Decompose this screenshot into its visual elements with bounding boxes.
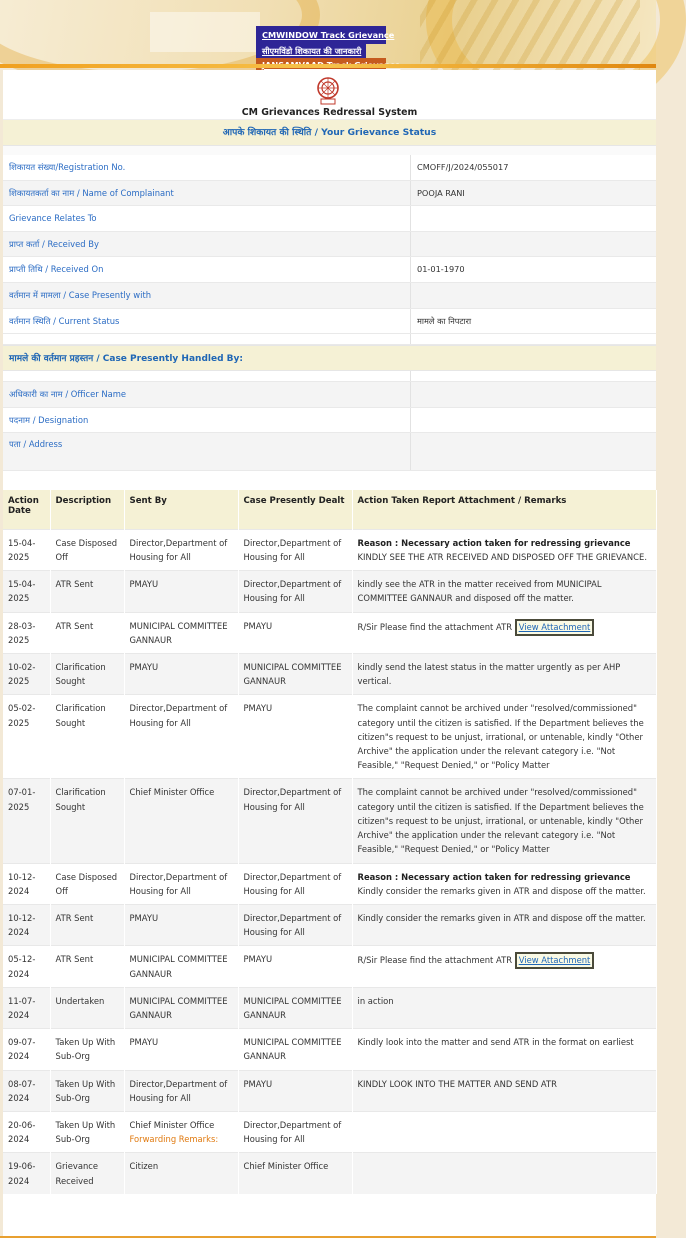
cell-description: Taken Up With Sub-Org	[50, 1029, 124, 1070]
table-body	[3, 529, 656, 1193]
table-row	[3, 987, 656, 1028]
column-header: Action Taken Report Attachment / Remarks	[352, 490, 656, 529]
sent-by-text: Director,Department of Housing for All	[129, 1078, 228, 1103]
sent-by-text: Director,Department of Housing for All	[129, 537, 228, 563]
table-row	[3, 1111, 656, 1152]
column-header: Case Presently Dealt	[238, 490, 352, 529]
cell-case-dealt: Chief Minister Office	[238, 1153, 352, 1194]
sent-by-text: Director,Department of Housing for All	[129, 871, 228, 896]
cell-description: ATR Sent	[50, 904, 124, 945]
detail-value	[411, 206, 656, 231]
state-emblem-icon	[315, 74, 341, 106]
detail-row	[3, 283, 656, 309]
cell-case-dealt: Director,Department of Housing for All	[238, 863, 352, 904]
cell-description: Taken Up With Sub-Org	[50, 1070, 124, 1111]
column-header: Action Date	[3, 490, 50, 529]
cell-action-date: 10-12-2024	[3, 904, 50, 945]
remark-text: in action	[357, 995, 394, 1006]
remark-text: kindly send the latest status in the matter urgently as per AHP vertical.	[357, 662, 621, 687]
cell-sent-by	[124, 904, 238, 945]
sent-by-text: MUNICIPAL COMMITTEE GANNAUR	[129, 995, 228, 1020]
cell-case-dealt: PMAYU	[238, 946, 352, 987]
detail-row	[3, 257, 656, 283]
action-history-table	[3, 490, 657, 1193]
cell-sent-by	[124, 779, 238, 863]
cell-remarks	[352, 1070, 656, 1111]
table-row	[3, 1153, 656, 1194]
detail-label: अधिकारी का नाम / Officer Name	[3, 382, 411, 407]
cell-sent-by	[124, 863, 238, 904]
cell-sent-by	[124, 529, 238, 570]
cell-case-dealt: PMAYU	[238, 612, 352, 653]
remark-text: KINDLY SEE THE ATR RECEIVED AND DISPOSED OFF THE GRIEVANCE.	[357, 552, 647, 563]
cell-action-date: 19-06-2024	[3, 1153, 50, 1194]
remark-text: Kindly look into the matter and send ATR in the format on earliest	[357, 1037, 634, 1048]
cell-description: Taken Up With Sub-Org	[50, 1111, 124, 1152]
section-heading: मामले की वर्तमान प्रहस्तन / Case Presently Handled By:	[3, 345, 656, 371]
remark-text: The complaint cannot be archived under "resolved/commissioned" category until the citizen is satisfied. If the Department believes the citizen"s request to be unjust, irrational, or untenable, kindly "Other Archive" the application under the relevant category i.e. "Not Feasible," "Request Denied," or "Policy Matter	[357, 703, 644, 771]
cell-action-date: 05-02-2025	[3, 695, 50, 779]
cell-description: ATR Sent	[50, 612, 124, 653]
cell-remarks	[352, 571, 656, 612]
cell-case-dealt: Director,Department of Housing for All	[238, 571, 352, 612]
cell-case-dealt: MUNICIPAL COMMITTEE GANNAUR	[238, 654, 352, 695]
detail-value	[411, 283, 656, 308]
ticker-link-cmwindow[interactable]: CMWINDOW Track Grievance	[256, 26, 386, 44]
cell-sent-by	[124, 695, 238, 779]
cell-action-date: 07-01-2025	[3, 779, 50, 863]
sent-by-text: PMAYU	[129, 662, 159, 673]
cell-description: ATR Sent	[50, 946, 124, 987]
sent-by-text: Director,Department of Housing for All	[129, 703, 228, 728]
sent-by-text: Chief Minister Office	[129, 1119, 215, 1130]
cell-description: Clarification Sought	[50, 779, 124, 863]
cell-remarks	[352, 1153, 656, 1194]
cell-description: ATR Sent	[50, 571, 124, 612]
cell-action-date: 10-12-2024	[3, 863, 50, 904]
remark-reason: Reason : Necessary action taken for redressing grievance	[357, 537, 631, 548]
detail-value: CMOFF/J/2024/055017	[411, 155, 656, 180]
detail-label: शिकायत संख्या/Registration No.	[3, 155, 411, 180]
cell-action-date: 08-07-2024	[3, 1070, 50, 1111]
detail-value	[411, 408, 656, 433]
table-row	[3, 904, 656, 945]
cell-case-dealt: MUNICIPAL COMMITTEE GANNAUR	[238, 1029, 352, 1070]
cell-remarks	[352, 904, 656, 945]
blank-row	[3, 371, 656, 382]
cell-description: Case Disposed Off	[50, 863, 124, 904]
detail-row	[3, 181, 656, 207]
detail-value: 01-01-1970	[411, 257, 656, 282]
detail-row	[3, 408, 656, 434]
cell-action-date: 15-04-2025	[3, 529, 50, 570]
blank-row	[3, 334, 656, 345]
cell-description: Grievance Received	[50, 1153, 124, 1194]
detail-row	[3, 382, 656, 408]
detail-label: प्राप्त कर्ता / Received By	[3, 232, 411, 257]
table-row	[3, 612, 656, 653]
system-title: CM Grievances Redressal System	[241, 107, 418, 118]
cell-case-dealt: PMAYU	[238, 695, 352, 779]
table-row	[3, 529, 656, 570]
cell-remarks	[352, 987, 656, 1028]
detail-label: Grievance Relates To	[3, 206, 411, 231]
spacer	[3, 146, 656, 155]
cell-description: Clarification Sought	[50, 654, 124, 695]
detail-label: शिकायतकर्ता का नाम / Name of Complainant	[3, 181, 411, 206]
detail-label: वर्तमान स्थिति / Current Status	[3, 309, 411, 334]
detail-value	[411, 382, 656, 407]
cell-remarks	[352, 654, 656, 695]
detail-row	[3, 433, 656, 471]
remark-text: kindly see the ATR in the matter received from MUNICIPAL COMMITTEE GANNAUR and disposed off the matter.	[357, 579, 602, 604]
cell-remarks	[352, 529, 656, 570]
detail-row	[3, 232, 656, 258]
table-row	[3, 779, 656, 863]
table-row	[3, 695, 656, 779]
sent-by-text: PMAYU	[129, 912, 159, 923]
cell-sent-by	[124, 1153, 238, 1194]
forwarding-remarks-label: Forwarding Remarks:	[129, 1134, 219, 1145]
table-row	[3, 571, 656, 612]
cell-case-dealt: PMAYU	[238, 1070, 352, 1111]
remark-text: Kindly consider the remarks given in ATR and dispose off the matter.	[357, 912, 646, 923]
cell-case-dealt: Director,Department of Housing for All	[238, 529, 352, 570]
cell-remarks	[352, 1111, 656, 1152]
page-header	[3, 70, 656, 120]
detail-label: पता / Address	[3, 433, 411, 470]
officer-details	[3, 382, 656, 471]
cell-case-dealt: Director,Department of Housing for All	[238, 904, 352, 945]
cell-action-date: 20-06-2024	[3, 1111, 50, 1152]
column-header: Description	[50, 490, 124, 529]
table-header-row	[3, 490, 656, 529]
table-row	[3, 863, 656, 904]
remark-text: R/Sir Please find the attachment ATR	[357, 621, 513, 632]
detail-value	[411, 433, 656, 470]
table-row	[3, 946, 656, 987]
cell-action-date: 15-04-2025	[3, 571, 50, 612]
view-attachment-link[interactable]: View Attachment	[515, 952, 595, 969]
remark-reason: Reason : Necessary action taken for redressing grievance	[357, 871, 631, 882]
cell-remarks	[352, 863, 656, 904]
cell-remarks	[352, 779, 656, 863]
remark-text: Kindly consider the remarks given in ATR and dispose off the matter.	[357, 885, 646, 896]
cell-description: Undertaken	[50, 987, 124, 1028]
cell-sent-by	[124, 946, 238, 987]
cell-sent-by	[124, 1070, 238, 1111]
cell-remarks	[352, 1029, 656, 1070]
detail-label: वर्तमान में मामला / Case Presently with	[3, 283, 411, 308]
detail-value: POOJA RANI	[411, 181, 656, 206]
remark-text: R/Sir Please find the attachment ATR	[357, 955, 513, 966]
ticker-link-cmwindow-hindi[interactable]: सीएमविंडो शिकायत की जानकारी	[256, 44, 366, 58]
detail-label: प्राप्ती तिथि / Received On	[3, 257, 411, 282]
cell-remarks	[352, 695, 656, 779]
banner-panel	[150, 12, 260, 52]
remark-text: KINDLY LOOK INTO THE MATTER AND SEND ATR	[357, 1078, 557, 1089]
top-banner	[0, 0, 656, 68]
table-row	[3, 1070, 656, 1111]
table-row	[3, 654, 656, 695]
banner-divider	[0, 64, 656, 68]
detail-row	[3, 206, 656, 232]
view-attachment-link[interactable]: View Attachment	[515, 619, 595, 636]
cell-action-date: 10-02-2025	[3, 654, 50, 695]
column-header: Sent By	[124, 490, 238, 529]
cell-sent-by	[124, 612, 238, 653]
sent-by-text: Citizen	[129, 1161, 159, 1172]
detail-label: पदनाम / Designation	[3, 408, 411, 433]
grievance-details	[3, 155, 656, 345]
spacer	[3, 471, 656, 490]
remark-text: The complaint cannot be archived under "resolved/commissioned" category until the citizen is satisfied. If the Department believes the citizen"s request to be unjust, irrational, or untenable, kindly "Other Archive" the application under the relevant category i.e. "Not Feasible," "Request Denied," or "Policy Matter	[357, 787, 644, 855]
page-title: आपके शिकायत की स्थिति / Your Grievance Status	[3, 120, 656, 146]
cell-case-dealt: MUNICIPAL COMMITTEE GANNAUR	[238, 987, 352, 1028]
sent-by-text: PMAYU	[129, 1037, 159, 1048]
table-row	[3, 1029, 656, 1070]
detail-value	[411, 232, 656, 257]
cell-remarks	[352, 612, 656, 653]
cell-sent-by	[124, 1029, 238, 1070]
cell-sent-by	[124, 1111, 238, 1152]
cell-description: Clarification Sought	[50, 695, 124, 779]
cell-sent-by	[124, 987, 238, 1028]
cell-description: Case Disposed Off	[50, 529, 124, 570]
cell-sent-by	[124, 571, 238, 612]
grievance-status-panel	[3, 70, 656, 1236]
detail-row	[3, 155, 656, 181]
cell-action-date: 11-07-2024	[3, 987, 50, 1028]
cell-action-date: 09-07-2024	[3, 1029, 50, 1070]
detail-row	[3, 309, 656, 335]
cell-remarks	[352, 946, 656, 987]
cell-case-dealt: Director,Department of Housing for All	[238, 1111, 352, 1152]
cell-case-dealt: Director,Department of Housing for All	[238, 779, 352, 863]
sent-by-text: Chief Minister Office	[129, 787, 215, 798]
news-ticker	[256, 26, 395, 66]
sent-by-text: PMAYU	[129, 579, 159, 590]
sent-by-text: MUNICIPAL COMMITTEE GANNAUR	[129, 620, 228, 645]
sent-by-text: MUNICIPAL COMMITTEE GANNAUR	[129, 954, 228, 979]
cell-sent-by	[124, 654, 238, 695]
cell-action-date: 05-12-2024	[3, 946, 50, 987]
cell-action-date: 28-03-2025	[3, 612, 50, 653]
detail-value: मामले का निपटारा	[411, 309, 656, 334]
